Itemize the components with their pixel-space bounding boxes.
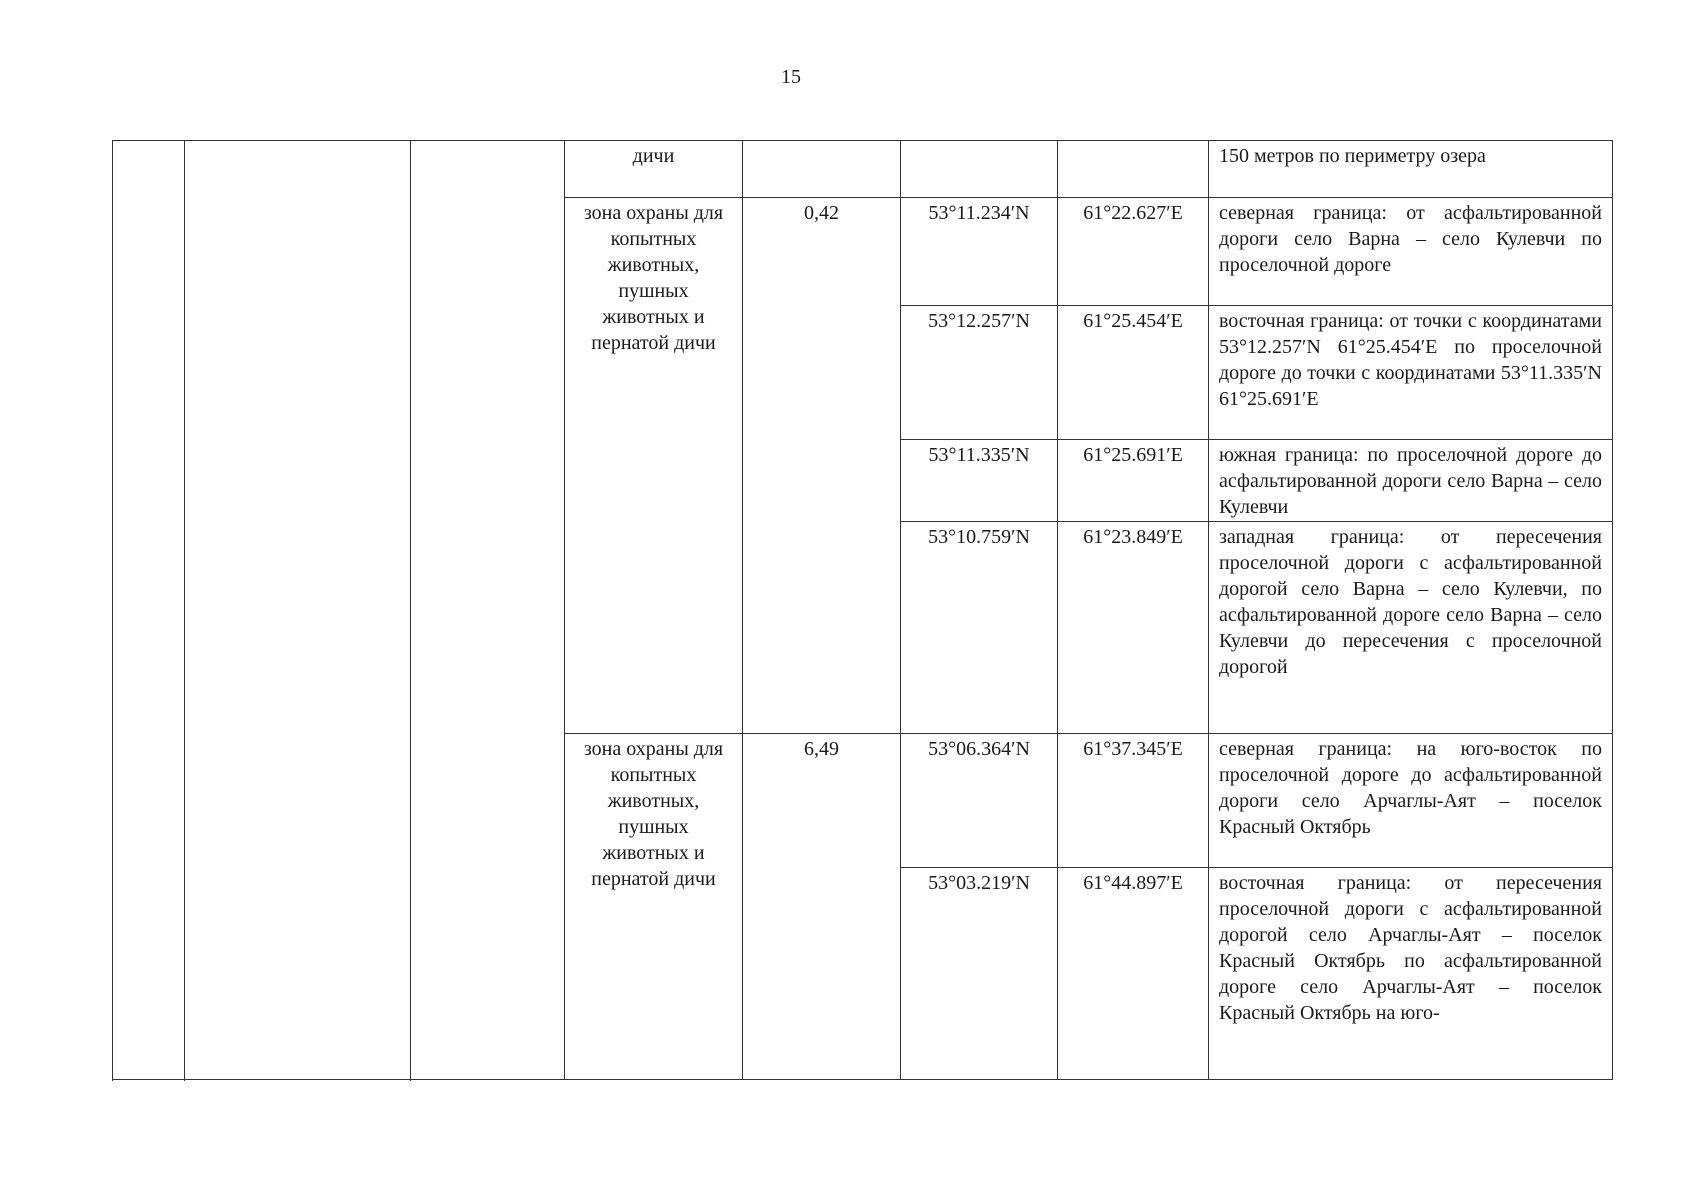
boundary-description-cell: северная граница: от асфальтированной дороги село Варна – село Кулевчи по проселочной дороге	[1209, 198, 1613, 306]
boundary-description-cell: северная граница: на юго-восток по проселочной дороге до асфальтированной дороги село Арчаглы-Аят – поселок Красный Октябрь	[1209, 734, 1613, 868]
page-number: 15	[781, 66, 801, 88]
latitude-cell: 53°03.219′N	[901, 868, 1058, 1080]
boundary-description-cell: восточная граница: от пересечения проселочной дороги с асфальтированной дорогой село Арчаглы-Аят – поселок Красный Октябрь по асфальтированной дороге село Арчаглы-Аят – поселок Красный Октябрь на юго-	[1209, 868, 1613, 1080]
boundary-description-cell: южная граница: по проселочной дороге до асфальтированной дороги село Варна – село Кулевчи	[1209, 440, 1613, 522]
latitude-cell: 53°12.257′N	[901, 306, 1058, 440]
longitude-cell: 61°37.345′E	[1058, 734, 1209, 868]
zones-table	[112, 140, 1613, 1080]
latitude-cell: 53°11.335′N	[901, 440, 1058, 522]
boundary-description-cell: 150 метров по периметру озера	[1209, 141, 1613, 198]
latitude-cell: 53°11.234′N	[901, 198, 1058, 306]
boundary-description-cell: западная граница: от пересечения проселочной дороги с асфальтированной дорогой село Варна – село Кулевчи, по асфальтированной дороге село Варна – село Кулевчи до пересечения с проселочной дорогой	[1209, 522, 1613, 734]
boundary-description-cell: восточная граница: от точки с координатами 53°12.257′N 61°25.454′E по проселочной дороге до точки с координатами 53°11.335′N 61°25.691′E	[1209, 306, 1613, 440]
zone-type-cell: дичи	[565, 141, 743, 198]
empty-cell-location	[411, 141, 565, 1080]
longitude-cell: 61°23.849′E	[1058, 522, 1209, 734]
latitude-cell	[901, 141, 1058, 198]
longitude-cell: 61°25.691′E	[1058, 440, 1209, 522]
empty-cell-name	[185, 141, 411, 1080]
latitude-cell: 53°06.364′N	[901, 734, 1058, 868]
zone-type-cell: зона охраны для копытных животных, пушных животных и пернатой дичи	[565, 734, 743, 1080]
area-cell: 0,42	[743, 198, 901, 734]
empty-cell-number	[113, 141, 185, 1080]
area-cell	[743, 141, 901, 198]
zone-type-cell: зона охраны для копытных животных, пушных животных и пернатой дичи	[565, 198, 743, 734]
table-row	[113, 141, 1613, 198]
longitude-cell: 61°44.897′E	[1058, 868, 1209, 1080]
longitude-cell: 61°25.454′E	[1058, 306, 1209, 440]
longitude-cell: 61°22.627′E	[1058, 198, 1209, 306]
area-cell: 6,49	[743, 734, 901, 1080]
latitude-cell: 53°10.759′N	[901, 522, 1058, 734]
longitude-cell	[1058, 141, 1209, 198]
